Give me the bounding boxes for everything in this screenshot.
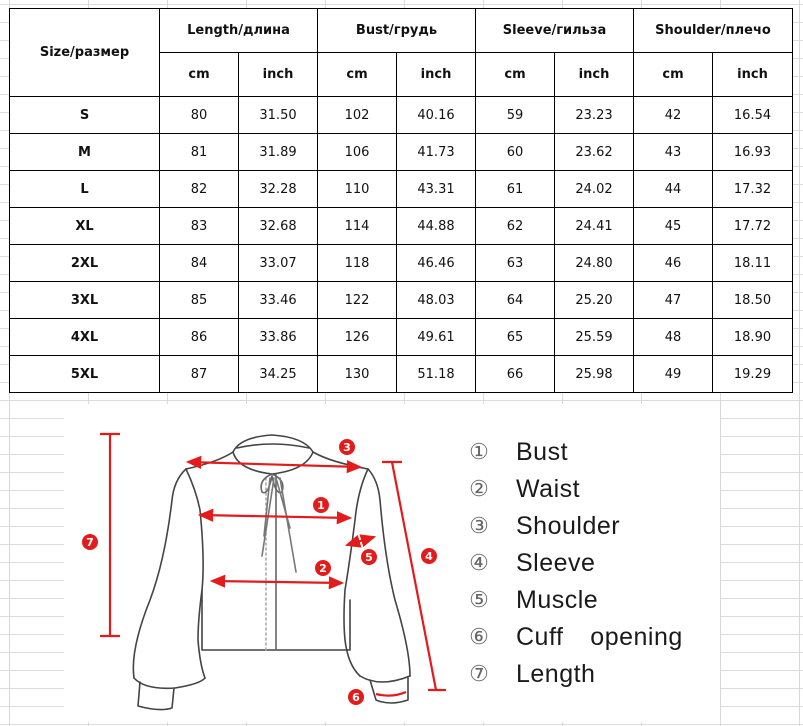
unit-header: cm [634,53,713,97]
unit-header: inch [555,53,634,97]
table-cell: 62 [476,208,555,245]
table-cell: 102 [318,97,397,134]
table-cell: 23.62 [555,134,634,171]
table-cell: 25.98 [555,356,634,393]
table-cell: 32.28 [239,171,318,208]
table-row [10,319,793,356]
legend-item-shoulder [466,508,683,545]
size-cell: S [10,97,160,134]
legend-item-muscle [466,582,683,619]
size-cell: 4XL [10,319,160,356]
legend-item-length [466,656,683,693]
table-cell: 18.90 [713,319,793,356]
table-cell: 59 [476,97,555,134]
table-cell: 18.50 [713,282,793,319]
table-cell: 83 [160,208,239,245]
unit-header: inch [239,53,318,97]
size-header: Size/размер [10,9,160,97]
table-row [10,282,793,319]
legend-label: Bust [516,438,569,466]
unit-header: cm [476,53,555,97]
size-cell: XL [10,208,160,245]
table-cell: 31.89 [239,134,318,171]
table-row [10,134,793,171]
table-cell: 17.32 [713,171,793,208]
table-cell: 19.29 [713,356,793,393]
legend-label: Waist [516,475,581,503]
table-cell: 24.02 [555,171,634,208]
table-row [10,171,793,208]
unit-header: inch [397,53,476,97]
unit-header: cm [318,53,397,97]
bust-header: Bust/грудь [318,9,476,53]
table-cell: 44 [634,171,713,208]
marker-5: 5 [365,551,373,564]
circled-number-icon: ⑥ [469,625,489,650]
size-cell: 3XL [10,282,160,319]
table-cell: 24.41 [555,208,634,245]
circled-number-icon: ② [469,477,489,502]
circled-number-icon: ① [469,440,489,465]
circled-number-icon: ⑦ [469,662,489,687]
circled-number-icon: ④ [469,551,489,576]
table-cell: 33.07 [239,245,318,282]
length-header: Length/длина [160,9,318,53]
table-cell: 33.86 [239,319,318,356]
legend-label: Sleeve [516,549,596,577]
table-cell: 130 [318,356,397,393]
table-cell: 65 [476,319,555,356]
table-cell: 24.80 [555,245,634,282]
table-cell: 16.93 [713,134,793,171]
table-cell: 16.54 [713,97,793,134]
table-cell: 86 [160,319,239,356]
table-cell: 34.25 [239,356,318,393]
marker-7: 7 [86,536,94,549]
size-cell: L [10,171,160,208]
table-row [10,245,793,282]
table-cell: 31.50 [239,97,318,134]
table-cell: 23.23 [555,97,634,134]
sleeve-header: Sleeve/гильза [476,9,634,53]
table-row [10,97,793,134]
table-cell: 114 [318,208,397,245]
shoulder-header: Shoulder/плечо [634,9,793,53]
table-cell: 64 [476,282,555,319]
measurement-markers [82,439,437,705]
table-cell: 81 [160,134,239,171]
table-cell: 25.20 [555,282,634,319]
table-cell: 63 [476,245,555,282]
legend-label: Muscle [516,586,599,614]
legend-item-waist [466,471,683,508]
table-cell: 44.88 [397,208,476,245]
table-cell: 49 [634,356,713,393]
marker-2: 2 [319,562,327,575]
legend-item-cuff-opening [466,619,683,656]
table-cell: 118 [318,245,397,282]
table-cell: 51.18 [397,356,476,393]
size-cell: 2XL [10,245,160,282]
table-cell: 49.61 [397,319,476,356]
table-cell: 33.46 [239,282,318,319]
size-chart-table [9,8,793,393]
table-cell: 66 [476,356,555,393]
table-cell: 41.73 [397,134,476,171]
table-cell: 17.72 [713,208,793,245]
table-cell: 61 [476,171,555,208]
table-cell: 43 [634,134,713,171]
table-cell: 110 [318,171,397,208]
table-cell: 87 [160,356,239,393]
table-cell: 43.31 [397,171,476,208]
table-cell: 48.03 [397,282,476,319]
circled-number-icon: ③ [469,514,489,539]
table-cell: 40.16 [397,97,476,134]
table-cell: 46.46 [397,245,476,282]
size-cell: M [10,134,160,171]
table-cell: 80 [160,97,239,134]
marker-6: 6 [352,691,360,704]
table-cell: 126 [318,319,397,356]
legend-item-sleeve [466,545,683,582]
table-cell: 60 [476,134,555,171]
marker-1: 1 [317,499,325,512]
size-cell: 5XL [10,356,160,393]
table-cell: 18.11 [713,245,793,282]
legend-label: Shoulder [516,512,621,540]
legend-label: Cuff opening [516,623,683,651]
table-cell: 84 [160,245,239,282]
legend-label: Length [516,660,596,688]
marker-3: 3 [343,441,351,454]
table-row [10,208,793,245]
table-cell: 122 [318,282,397,319]
circled-number-icon: ⑤ [469,588,489,613]
table-cell: 82 [160,171,239,208]
table-cell: 47 [634,282,713,319]
table-cell: 42 [634,97,713,134]
table-row [10,356,793,393]
legend-item-bust [466,434,683,471]
table-cell: 45 [634,208,713,245]
table-cell: 25.59 [555,319,634,356]
table-cell: 48 [634,319,713,356]
marker-4: 4 [425,550,433,563]
table-cell: 46 [634,245,713,282]
unit-header: inch [713,53,793,97]
table-cell: 32.68 [239,208,318,245]
measurement-legend [466,434,683,693]
unit-header: cm [160,53,239,97]
table-cell: 85 [160,282,239,319]
table-cell: 106 [318,134,397,171]
